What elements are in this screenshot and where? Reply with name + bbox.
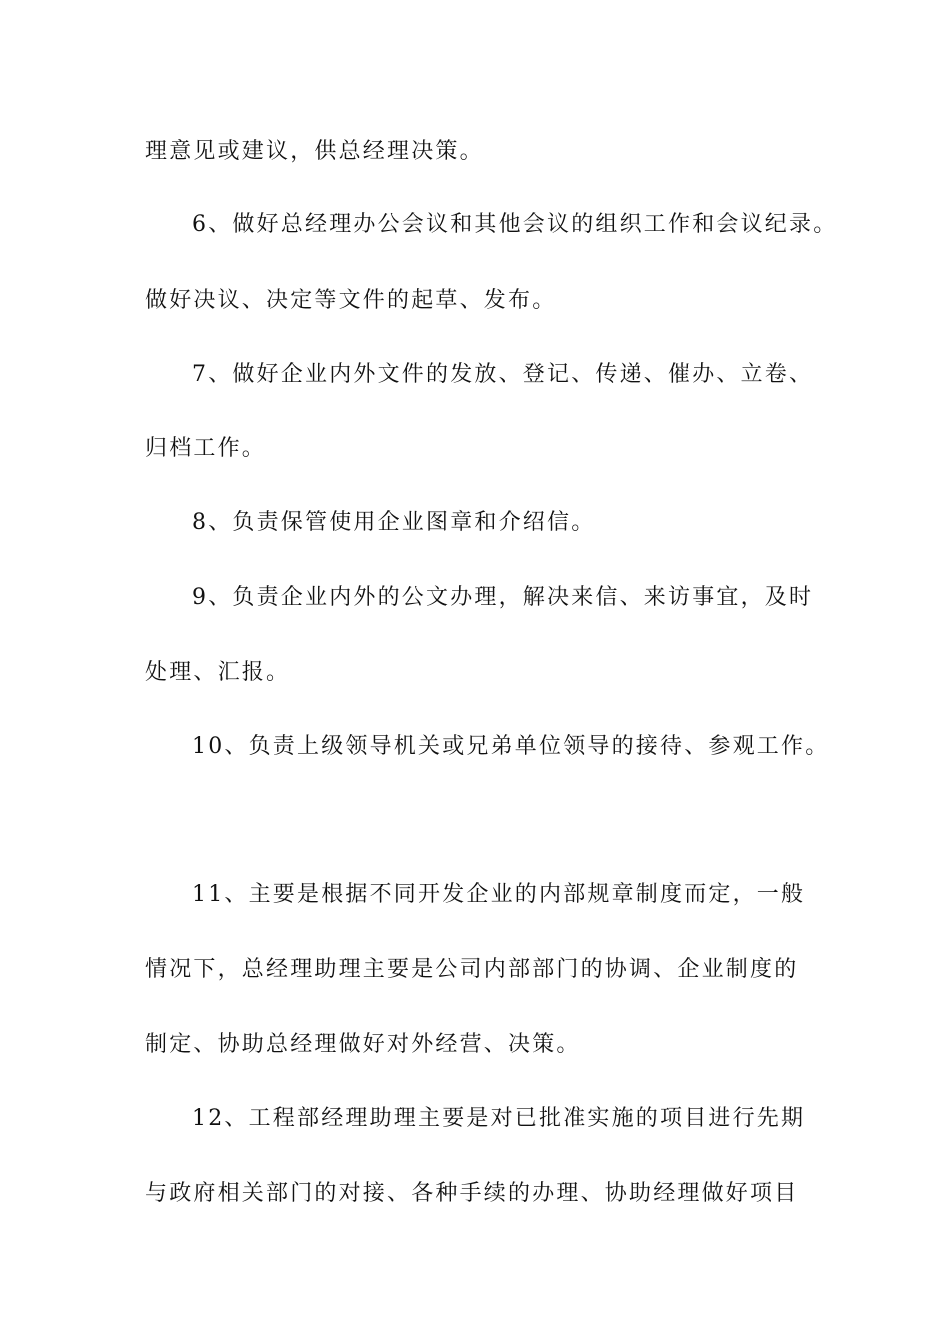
text-line: 6、做好总经理办公会议和其他会议的组织工作和会议纪录。	[192, 212, 838, 237]
text-line: 11、主要是根据不同开发企业的内部规章制度而定，一般	[192, 882, 806, 907]
text-line: 理意见或建议，供总经理决策。	[145, 139, 484, 164]
text-line: 12、工程部经理助理主要是对已批准实施的项目进行先期	[192, 1106, 806, 1131]
text-line: 8、负责保管使用企业图章和介绍信。	[192, 510, 596, 535]
text-line: 归档工作。	[145, 436, 267, 461]
text-line: 制定、协助总经理做好对外经营、决策。	[145, 1032, 581, 1057]
text-line: 情况下，总经理助理主要是公司内部部门的协调、企业制度的	[145, 957, 799, 982]
text-line: 10、负责上级领导机关或兄弟单位领导的接待、参观工作。	[192, 734, 830, 759]
text-line: 与政府相关部门的对接、各种手续的办理、协助经理做好项目	[145, 1181, 799, 1206]
text-line: 处理、汇报。	[145, 660, 291, 685]
text-line: 9、负责企业内外的公文办理，解决来信、来访事宜，及时	[192, 585, 814, 610]
text-line: 7、做好企业内外文件的发放、登记、传递、催办、立卷、	[192, 362, 814, 387]
text-line: 做好决议、决定等文件的起草、发布。	[145, 288, 557, 313]
